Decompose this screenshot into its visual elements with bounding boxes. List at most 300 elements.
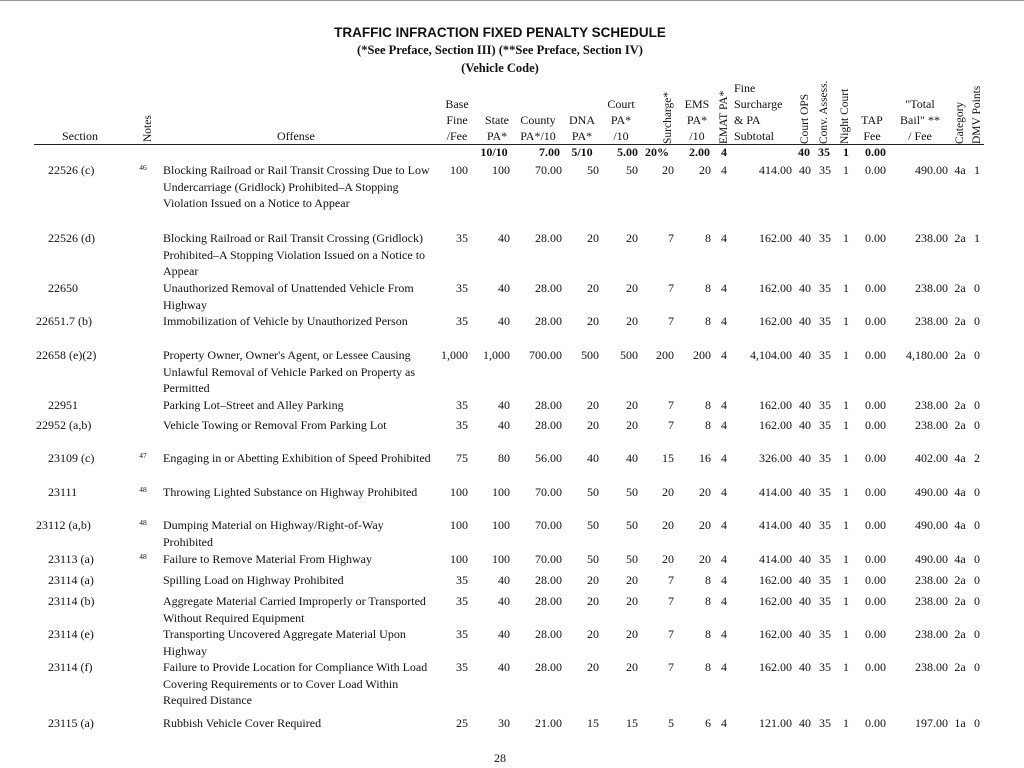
base-cell: 35 [456,627,468,641]
dna-cell: 20 [587,314,599,328]
court-cell: 50 [626,163,638,177]
subtotal-cell: 414.00 [759,163,792,177]
county-cell: 700.00 [529,348,562,362]
state-cell: 30 [498,716,510,730]
offense-cell: Transporting Uncovered Aggregate Material Upon Highway [163,627,406,658]
section-cell: 22526 (c) [48,163,95,177]
ops-cell: 40 [799,451,811,465]
dna-cell: 500 [581,348,599,362]
total-cell: 490.00 [915,552,948,566]
night-cell: 1 [843,518,849,532]
dna-cell: 50 [587,518,599,532]
county-cell: 28.00 [535,231,562,245]
section-cell: 23114 (f) [48,660,93,674]
pts-cell: 0 [974,573,980,587]
night-cell: 1 [843,281,849,295]
header-tap-fee: TAP Fee [861,113,883,143]
state-cell: 40 [498,231,510,245]
conv-cell: 35 [819,231,831,245]
cat-cell: 2a [954,573,966,587]
header-section: Section [62,129,98,143]
conv-cell: 35 [819,398,831,412]
code-label: (Vehicle Code) [461,61,539,75]
subtotal-cell: 162.00 [759,573,792,587]
base-cell: 35 [456,281,468,295]
ops-cell: 40 [799,485,811,499]
section-cell: 22951 [48,398,78,412]
rate-court: 5.00 [617,145,638,159]
county-cell: 28.00 [535,594,562,608]
state-cell: 40 [498,398,510,412]
county-cell: 28.00 [535,660,562,674]
cat-cell: 2a [954,594,966,608]
subtotal-cell: 414.00 [759,485,792,499]
header-dna-pa: DNA PA* [569,113,595,143]
ems-cell: 8 [705,594,711,608]
ems-cell: 6 [705,716,711,730]
state-cell: 40 [498,281,510,295]
header-dmv-points: DMV Points [971,85,983,144]
cat-cell: 2a [954,231,966,245]
total-cell: 238.00 [915,627,948,641]
emat-cell: 4 [721,716,727,730]
pts-cell: 2 [974,451,980,465]
note-cell: 48 [139,518,147,527]
pts-cell: 0 [974,348,980,362]
ops-cell: 40 [799,552,811,566]
rate-night: 1 [843,145,849,159]
court-cell: 20 [626,627,638,641]
ops-cell: 40 [799,627,811,641]
county-cell: 28.00 [535,314,562,328]
tap-cell: 0.00 [865,627,886,641]
emat-cell: 4 [721,627,727,641]
surcharge-cell: 7 [668,418,674,432]
emat-cell: 4 [721,348,727,362]
total-cell: 238.00 [915,281,948,295]
county-cell: 70.00 [535,518,562,532]
ops-cell: 40 [799,573,811,587]
pts-cell: 0 [974,660,980,674]
state-cell: 40 [498,660,510,674]
ems-cell: 16 [699,451,711,465]
surcharge-cell: 7 [668,594,674,608]
cat-cell: 4a [954,552,966,566]
total-cell: 238.00 [915,418,948,432]
emat-cell: 4 [721,660,727,674]
rate-ems: 2.00 [689,145,710,159]
note-cell: 47 [139,451,147,460]
tap-cell: 0.00 [865,660,886,674]
state-cell: 40 [498,314,510,328]
tap-cell: 0.00 [865,398,886,412]
base-cell: 35 [456,594,468,608]
section-cell: 23113 (a) [48,552,94,566]
header-surcharge: Surcharge* [662,91,674,144]
ems-cell: 8 [705,660,711,674]
county-cell: 28.00 [535,627,562,641]
dna-cell: 15 [587,716,599,730]
state-cell: 1,000 [483,348,510,362]
total-cell: 238.00 [915,314,948,328]
pts-cell: 1 [974,231,980,245]
subtotal-cell: 4,104.00 [750,348,792,362]
pts-cell: 0 [974,418,980,432]
ops-cell: 40 [799,716,811,730]
page-number: 28 [494,751,506,765]
total-cell: 4,180.00 [906,348,948,362]
ops-cell: 40 [799,660,811,674]
subtotal-cell: 162.00 [759,281,792,295]
ems-cell: 8 [705,398,711,412]
surcharge-cell: 20 [662,552,674,566]
ops-cell: 40 [799,231,811,245]
rate-county: 7.00 [539,145,560,159]
subtotal-cell: 162.00 [759,418,792,432]
rate-tap: 0.00 [865,145,886,159]
night-cell: 1 [843,552,849,566]
section-cell: 23114 (e) [48,627,94,641]
total-cell: 238.00 [915,594,948,608]
court-cell: 40 [626,451,638,465]
page-title: TRAFFIC INFRACTION FIXED PENALTY SCHEDULE [334,25,666,40]
rate-dna: 5/10 [571,145,593,159]
county-cell: 28.00 [535,418,562,432]
base-cell: 75 [456,451,468,465]
court-cell: 50 [626,485,638,499]
header-conv-assess: Conv. Assess. [818,80,830,144]
ems-cell: 8 [705,314,711,328]
ems-cell: 8 [705,627,711,641]
surcharge-cell: 7 [668,281,674,295]
offense-cell: Engaging in or Abetting Exhibition of Speed Prohibited [163,451,431,465]
dna-cell: 20 [587,281,599,295]
conv-cell: 35 [819,573,831,587]
tap-cell: 0.00 [865,518,886,532]
dna-cell: 20 [587,660,599,674]
county-cell: 70.00 [535,552,562,566]
offense-cell: Unauthorized Removal of Unattended Vehicle From Highway [163,281,414,312]
total-cell: 238.00 [915,660,948,674]
total-cell: 402.00 [915,451,948,465]
emat-cell: 4 [721,594,727,608]
total-cell: 490.00 [915,485,948,499]
dna-cell: 20 [587,627,599,641]
section-cell: 22952 (a,b) [36,418,92,432]
offense-cell: Throwing Lighted Substance on Highway Prohibited [163,485,418,499]
note-cell: 46 [139,163,147,172]
subtotal-cell: 162.00 [759,594,792,608]
dna-cell: 20 [587,398,599,412]
tap-cell: 0.00 [865,552,886,566]
offense-cell: Immobilization of Vehicle by Unauthorized Person [163,314,408,328]
header-night-court: Night Court [839,88,851,144]
state-cell: 100 [492,163,510,177]
cat-cell: 2a [954,314,966,328]
header-court-ops: Court OPS [799,93,811,144]
dna-cell: 20 [587,418,599,432]
offense-cell: Parking Lot–Street and Alley Parking [163,398,344,412]
header-fine-surcharge-subtotal: Fine Surcharge & PA Subtotal [734,81,783,143]
conv-cell: 35 [819,660,831,674]
court-cell: 50 [626,518,638,532]
night-cell: 1 [843,231,849,245]
cat-cell: 2a [954,348,966,362]
total-cell: 238.00 [915,231,948,245]
court-cell: 20 [626,398,638,412]
subtotal-cell: 414.00 [759,518,792,532]
header-base-fine: Base Fine /Fee [445,97,469,143]
subtotal-cell: 414.00 [759,552,792,566]
surcharge-cell: 5 [668,716,674,730]
base-cell: 35 [456,314,468,328]
tap-cell: 0.00 [865,348,886,362]
state-cell: 40 [498,627,510,641]
state-cell: 100 [492,552,510,566]
pts-cell: 0 [974,594,980,608]
header-offense: Offense [277,129,315,143]
header-total-bail: "Total Bail" ** / Fee [900,97,940,143]
surcharge-cell: 7 [668,660,674,674]
state-cell: 40 [498,573,510,587]
pts-cell: 1 [974,163,980,177]
pts-cell: 0 [974,716,980,730]
offense-cell: Property Owner, Owner's Agent, or Lessee Causing Unlawful Removal of Vehicle Parked on Property as Permitted [163,348,416,395]
section-cell: 23111 [48,485,78,499]
offense-cell: Blocking Railroad or Rail Transit Crossing Due to Low Undercarriage (Gridlock) Prohibited–A Stopping Violation Issued on a Notice to Appear [163,163,430,210]
conv-cell: 35 [819,594,831,608]
offense-cell: Spilling Load on Highway Prohibited [163,573,344,587]
offense-cell: Aggregate Material Carried Improperly or Transported Without Required Equipment [163,594,426,625]
total-cell: 238.00 [915,398,948,412]
dna-cell: 20 [587,231,599,245]
state-cell: 40 [498,418,510,432]
conv-cell: 35 [819,485,831,499]
tap-cell: 0.00 [865,314,886,328]
emat-cell: 4 [721,398,727,412]
cat-cell: 4a [954,451,966,465]
base-cell: 35 [456,418,468,432]
ops-cell: 40 [799,314,811,328]
emat-cell: 4 [721,518,727,532]
night-cell: 1 [843,627,849,641]
conv-cell: 35 [819,518,831,532]
tap-cell: 0.00 [865,716,886,730]
emat-cell: 4 [721,552,727,566]
cat-cell: 4a [954,163,966,177]
tap-cell: 0.00 [865,573,886,587]
dna-cell: 40 [587,451,599,465]
county-cell: 70.00 [535,485,562,499]
offense-cell: Vehicle Towing or Removal From Parking Lot [163,418,387,432]
night-cell: 1 [843,573,849,587]
header-notes: Notes [142,115,154,142]
pts-cell: 0 [974,552,980,566]
subtotal-cell: 162.00 [759,231,792,245]
conv-cell: 35 [819,716,831,730]
note-cell: 48 [139,552,147,561]
base-cell: 100 [450,485,468,499]
tap-cell: 0.00 [865,485,886,499]
court-cell: 50 [626,552,638,566]
state-cell: 40 [498,594,510,608]
court-cell: 15 [626,716,638,730]
subtotal-cell: 162.00 [759,398,792,412]
surcharge-cell: 15 [662,451,674,465]
emat-cell: 4 [721,451,727,465]
conv-cell: 35 [819,627,831,641]
rate-emat: 4 [721,145,727,159]
ops-cell: 40 [799,398,811,412]
dna-cell: 50 [587,163,599,177]
surcharge-cell: 200 [656,348,674,362]
ems-cell: 8 [705,231,711,245]
offense-cell: Dumping Material on Highway/Right-of-Way Prohibited [163,518,384,549]
ops-cell: 40 [799,518,811,532]
tap-cell: 0.00 [865,594,886,608]
emat-cell: 4 [721,281,727,295]
conv-cell: 35 [819,348,831,362]
cat-cell: 2a [954,660,966,674]
pts-cell: 0 [974,485,980,499]
emat-cell: 4 [721,314,727,328]
tap-cell: 0.00 [865,451,886,465]
cat-cell: 2a [954,418,966,432]
ems-cell: 20 [699,518,711,532]
tap-cell: 0.00 [865,163,886,177]
court-cell: 20 [626,573,638,587]
surcharge-cell: 7 [668,231,674,245]
ems-cell: 8 [705,573,711,587]
night-cell: 1 [843,314,849,328]
subtotal-cell: 121.00 [759,716,792,730]
pts-cell: 0 [974,627,980,641]
surcharge-cell: 7 [668,398,674,412]
court-cell: 20 [626,314,638,328]
base-cell: 25 [456,716,468,730]
state-cell: 80 [498,451,510,465]
ems-cell: 20 [699,163,711,177]
court-cell: 20 [626,594,638,608]
night-cell: 1 [843,716,849,730]
emat-cell: 4 [721,573,727,587]
dna-cell: 20 [587,573,599,587]
offense-cell: Rubbish Vehicle Cover Required [163,716,322,730]
cat-cell: 4a [954,518,966,532]
base-cell: 35 [456,660,468,674]
pts-cell: 0 [974,281,980,295]
emat-cell: 4 [721,163,727,177]
tap-cell: 0.00 [865,281,886,295]
night-cell: 1 [843,348,849,362]
conv-cell: 35 [819,314,831,328]
total-cell: 490.00 [915,518,948,532]
conv-cell: 35 [819,281,831,295]
state-cell: 100 [492,518,510,532]
dna-cell: 50 [587,552,599,566]
dna-cell: 50 [587,485,599,499]
subtotal-cell: 162.00 [759,314,792,328]
county-cell: 28.00 [535,573,562,587]
base-cell: 100 [450,518,468,532]
cat-cell: 4a [954,485,966,499]
conv-cell: 35 [819,451,831,465]
night-cell: 1 [843,398,849,412]
offense-cell: Blocking Railroad or Rail Transit Crossing (Gridlock) Prohibited–A Stopping Violation Issued on a Notice to Appear [163,231,426,278]
conv-cell: 35 [819,552,831,566]
surcharge-cell: 20 [662,485,674,499]
pts-cell: 0 [974,398,980,412]
state-cell: 100 [492,485,510,499]
court-cell: 20 [626,281,638,295]
offense-cell: Failure to Provide Location for Compliance With Load Covering Requirements or to Cover Load Within Required Distance [163,660,428,707]
surcharge-cell: 7 [668,573,674,587]
section-cell: 23109 (c) [48,451,95,465]
base-cell: 35 [456,231,468,245]
rate-state: 10/10 [480,145,508,159]
night-cell: 1 [843,594,849,608]
rate-conv: 35 [818,145,830,159]
top-border [0,0,1024,1]
base-cell: 35 [456,398,468,412]
court-cell: 20 [626,231,638,245]
page-subtitle: (*See Preface, Section III) (**See Preface, Section IV) [357,43,643,57]
court-cell: 20 [626,660,638,674]
ems-cell: 20 [699,552,711,566]
ems-cell: 8 [705,281,711,295]
base-cell: 100 [450,552,468,566]
header-state-pa: State PA* [485,113,509,143]
conv-cell: 35 [819,163,831,177]
base-cell: 100 [450,163,468,177]
ems-cell: 8 [705,418,711,432]
surcharge-cell: 7 [668,314,674,328]
tap-cell: 0.00 [865,418,886,432]
surcharge-cell: 20 [662,163,674,177]
conv-cell: 35 [819,418,831,432]
ops-cell: 40 [799,163,811,177]
subtotal-cell: 162.00 [759,660,792,674]
pts-cell: 0 [974,518,980,532]
night-cell: 1 [843,163,849,177]
rate-court-ops: 40 [798,145,810,159]
subtotal-cell: 162.00 [759,627,792,641]
ops-cell: 40 [799,418,811,432]
ops-cell: 40 [799,281,811,295]
county-cell: 28.00 [535,398,562,412]
emat-cell: 4 [721,485,727,499]
night-cell: 1 [843,418,849,432]
total-cell: 197.00 [915,716,948,730]
header-emat-pa: EMAT PA* [718,90,730,144]
county-cell: 56.00 [535,451,562,465]
section-cell: 23115 (a) [48,716,94,730]
offense-cell: Failure to Remove Material From Highway [163,552,372,566]
header-category: Category [954,101,966,144]
total-cell: 238.00 [915,573,948,587]
ems-cell: 20 [699,485,711,499]
night-cell: 1 [843,485,849,499]
pts-cell: 0 [974,314,980,328]
dna-cell: 20 [587,594,599,608]
surcharge-cell: 7 [668,627,674,641]
cat-cell: 2a [954,281,966,295]
county-cell: 70.00 [535,163,562,177]
night-cell: 1 [843,451,849,465]
section-cell: 22651.7 (b) [36,314,92,328]
base-cell: 35 [456,573,468,587]
subtotal-cell: 326.00 [759,451,792,465]
